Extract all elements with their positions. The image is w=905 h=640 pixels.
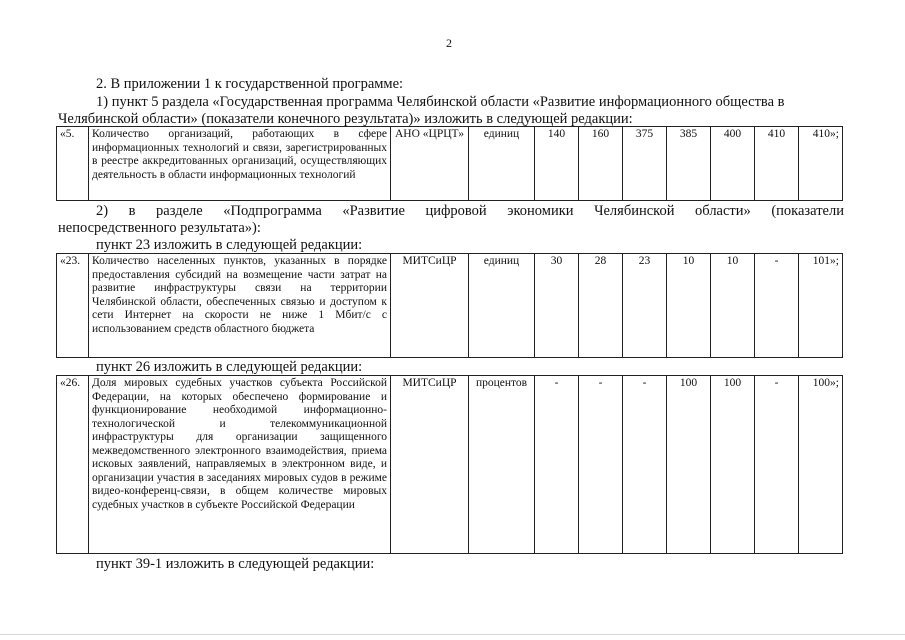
value-cell: 28 <box>579 254 623 358</box>
unit-cell: процентов <box>469 376 535 554</box>
value-cell: 100»; <box>799 376 843 554</box>
paragraph-item-1-line-1: 1) пункт 5 раздела «Государственная программа Челябинской области «Развитие информационного общества в <box>96 94 785 110</box>
value-cell: 23 <box>623 254 667 358</box>
scan-edge-divider <box>0 634 905 635</box>
indicator-description: Количество организаций, работающих в сфере информационных технологий и связи, зарегистрированных в реестре аккредитованных организаций, осуществляющих деятельность в области информационных технологий <box>89 127 391 201</box>
unit-cell: единиц <box>469 254 535 358</box>
value-cell: - <box>755 376 799 554</box>
value-cell: - <box>755 254 799 358</box>
paragraph-point-23-heading: пункт 23 изложить в следующей редакции: <box>96 237 363 253</box>
value-cell: 101»; <box>799 254 843 358</box>
value-cell: 410 <box>755 127 799 201</box>
value-cell: 160 <box>579 127 623 201</box>
indicator-table-row-23 <box>56 253 843 358</box>
value-cell: - <box>535 376 579 554</box>
executor-cell: АНО «ЦРЦТ» <box>391 127 469 201</box>
indicator-description: Количество населенных пунктов, указанных в порядке предоставления субсидий на возмещение части затрат на развитие инфраструктуры связи на территории Челябинской области, обеспеченных связью и доступом к сети Интернет на скорости не ниже 1 Мбит/с с использованием средств областного бюджета <box>89 254 391 358</box>
paragraph-item-2-line-2: непосредственного результата»): <box>58 220 261 236</box>
row-number: «5. <box>57 127 89 201</box>
unit-cell: единиц <box>469 127 535 201</box>
paragraph-appendix-intro: 2. В приложении 1 к государственной программе: <box>96 76 404 92</box>
paragraph-item-1-line-2: Челябинской области» (показатели конечного результата)» изложить в следующей редакции: <box>58 111 633 127</box>
value-cell: 140 <box>535 127 579 201</box>
value-cell: 100 <box>711 376 755 554</box>
paragraph-item-2-line-1: 2) в разделе «Подпрограмма «Развитие цифровой экономики Челябинской области» (показатели <box>96 203 844 219</box>
row-number: «23. <box>57 254 89 358</box>
executor-cell: МИТСиЦР <box>391 376 469 554</box>
executor-cell: МИТСиЦР <box>391 254 469 358</box>
indicator-description: Доля мировых судебных участков субъекта Российской Федерации, на которых обеспечено формирование и функционирование необходимой информационно-технологической и телекоммуникационной инфраструктуры для организации защищенного межведомственного электронного взаимодействия, приема исковых заявлений, направляемых в электронном виде, и организации участия в заседаниях мировых судов в режиме видео-конференц-связи, в общем количестве мировых судебных участков в субъекте Российской Федерации <box>89 376 391 554</box>
value-cell: 375 <box>623 127 667 201</box>
indicator-table-row-26 <box>56 375 843 554</box>
value-cell: 10 <box>667 254 711 358</box>
value-cell: 410»; <box>799 127 843 201</box>
value-cell: - <box>579 376 623 554</box>
paragraph-point-39-1-heading: пункт 39-1 изложить в следующей редакции: <box>96 556 375 572</box>
paragraph-point-26-heading: пункт 26 изложить в следующей редакции: <box>96 359 363 375</box>
value-cell: 10 <box>711 254 755 358</box>
value-cell: 385 <box>667 127 711 201</box>
value-cell: 400 <box>711 127 755 201</box>
page-number: 2 <box>446 36 452 50</box>
value-cell: - <box>623 376 667 554</box>
indicator-table-row-5 <box>56 126 843 201</box>
value-cell: 100 <box>667 376 711 554</box>
row-number: «26. <box>57 376 89 554</box>
value-cell: 30 <box>535 254 579 358</box>
